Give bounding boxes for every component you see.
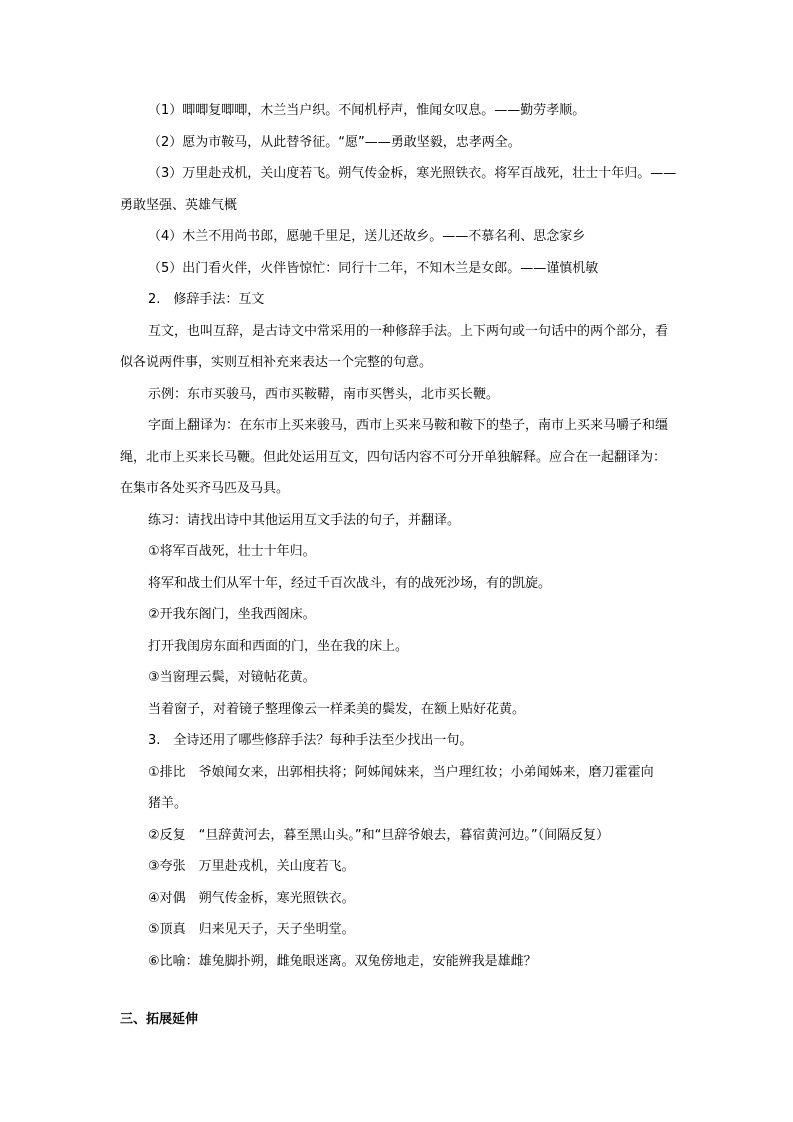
text-line: ①排比 爷娘闻女来，出郭相扶将；阿姊闻妹来，当户理红妆；小弟闻姊来，磨刀霍霍向 — [148, 765, 654, 780]
text-line: （3）万里赴戎机，关山度若飞。朔气传金柝，寒光照铁衣。将军百战死，壮士十年归。—— — [148, 166, 677, 181]
text-line: ②反复 “旦辞黄河去，暮至黑山头。”和“旦辞爷娘去，暮宿黄河边。”（间隔反复） — [148, 828, 610, 843]
text-line: 似各说两件事，实则互相补充来表达一个完整的句意。 — [120, 355, 433, 370]
text-line: 勇敢坚强、英雄气概 — [120, 198, 238, 213]
text-line: 示例：东市买骏马，西市买鞍鞯，南市买辔头，北市买长鞭。 — [148, 387, 500, 402]
section-heading: 3. 全诗还用了哪些修辞手法？每种手法至少找出一句。 — [148, 733, 473, 748]
text-line: 打开我闺房东面和西面的门，坐在我的床上。 — [148, 639, 409, 654]
text-line: （2）愿为市鞍马，从此替爷征。“愿”——勇敢坚毅，忠孝两全。 — [148, 135, 521, 150]
text-line: 猪羊。 — [148, 796, 188, 811]
text-line: ④对偶 朔气传金柝，寒光照铁衣。 — [148, 891, 355, 906]
chapter-heading: 三、拓展延伸 — [120, 1012, 199, 1027]
text-line: ①将军百战死，壮士十年归。 — [148, 544, 316, 559]
text-line: ③夸张 万里赴戎机，关山度若飞。 — [148, 859, 355, 874]
section-heading: 2. 修辞手法：互文 — [148, 292, 265, 307]
text-line: ⑤顶真 归来见天子，天子坐明堂。 — [148, 922, 355, 937]
text-line: 在集市各处买齐马匹及马具。 — [120, 481, 290, 496]
text-line: ③当窗理云鬓，对镜帖花黄。 — [148, 670, 316, 685]
text-line: ⑥比喻：雄兔脚扑朔，雌兔眼迷离。双兔傍地走，安能辨我是雄雌？ — [148, 954, 537, 969]
text-line: （4）木兰不用尚书郎，愿驰千里足，送儿还故乡。——不慕名利、思念家乡 — [148, 229, 586, 244]
text-line: 当着窗子，对着镜子整理像云一样柔美的鬓发，在额上贴好花黄。 — [148, 702, 526, 717]
text-line: 将军和战士们从军十年，经过千百次战斗，有的战死沙场，有的凯旋。 — [148, 576, 552, 591]
text-line: （5）出门看火伴，火伴皆惊忙：同行十二年，不知木兰是女郎。——谨慎机敏 — [148, 261, 599, 276]
text-line: 绳，北市上买来长马鞭。但此处运用互文，四句话内容不可分开单独解释。应合在一起翻译为： — [120, 450, 667, 465]
text-line: ②开我东阁门，坐我西阁床。 — [148, 607, 316, 622]
text-line: 练习：请找出诗中其他运用互文手法的句子，并翻译。 — [148, 513, 461, 528]
text-line: 互文，也叫互辞，是古诗文中常采用的一种修辞手法。上下两句或一句话中的两个部分，看 — [148, 324, 669, 339]
text-line: 字面上翻译为：在东市上买来骏马，西市上买来马鞍和鞍下的垫子，南市上买来马嚼子和缰 — [148, 418, 669, 433]
text-line: （1）唧唧复唧唧，木兰当户织。不闻机杼声，惟闻女叹息。——勤劳孝顺。 — [148, 103, 586, 118]
